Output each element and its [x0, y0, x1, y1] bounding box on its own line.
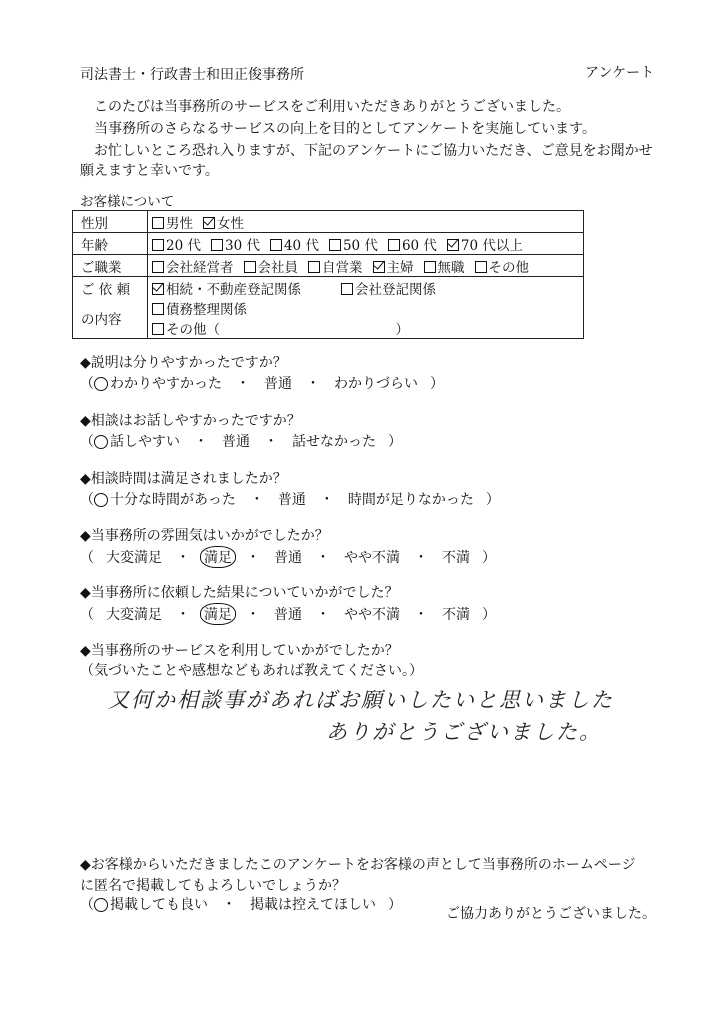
- separator: ・: [176, 607, 190, 623]
- answer-4: [80, 546, 496, 568]
- job-options: [148, 255, 584, 277]
- checkbox-option-label: 60 代: [401, 237, 437, 254]
- publish-question-line-1: ◆お客様からいただきましたこのアンケートをお客様の声として当事務所のホームページ: [80, 857, 636, 873]
- checkbox-icon[interactable]: [388, 239, 400, 251]
- answer-choice[interactable]: 普通: [264, 376, 292, 392]
- checkbox-option[interactable]: [447, 234, 523, 254]
- checkbox-option[interactable]: [270, 234, 319, 254]
- separator: ・: [236, 376, 250, 392]
- publish-answer: [80, 894, 402, 914]
- selected-answer[interactable]: 掲載しても良い: [110, 897, 208, 913]
- checkbox-option[interactable]: [152, 212, 193, 232]
- checkbox-option-label: その他（ ）: [166, 322, 409, 338]
- checkbox-checked-icon[interactable]: [203, 217, 215, 229]
- separator: ・: [249, 492, 264, 508]
- checkbox-option[interactable]: [211, 234, 260, 254]
- separator: ・: [194, 434, 208, 450]
- handwritten-comment-line-1: 又何か相談事があればお願いしたいと思いました: [108, 688, 614, 712]
- answer-5: [80, 603, 496, 625]
- checkbox-option-label: 70 代以上: [460, 237, 523, 254]
- checkbox-option[interactable]: [152, 278, 301, 298]
- customer-section-label: お客様について: [80, 194, 175, 210]
- checkbox-checked-icon[interactable]: [152, 283, 164, 295]
- checkbox-option[interactable]: [373, 256, 414, 276]
- selected-answer[interactable]: 話しやすい: [110, 434, 180, 450]
- age-options: [148, 233, 584, 255]
- checkbox-option-label: 会社員: [257, 259, 298, 276]
- selected-circle-icon: [94, 898, 108, 912]
- separator: ・: [316, 550, 330, 566]
- checkbox-icon[interactable]: [244, 261, 256, 273]
- checkbox-icon[interactable]: [329, 239, 341, 251]
- question-5: ◆当事務所に依頼した結果についていかがでした？: [80, 585, 399, 601]
- close-paren: ）: [482, 607, 496, 623]
- checkbox-option[interactable]: [308, 256, 363, 276]
- selected-circle-icon: [94, 493, 108, 507]
- answer-choice[interactable]: 不満: [442, 607, 470, 623]
- request-label-2: の内容: [73, 298, 148, 339]
- selected-circle-icon: [94, 377, 108, 391]
- checkbox-icon[interactable]: [152, 303, 164, 315]
- handwritten-comment-line-2: ありがとうございました。: [326, 720, 602, 744]
- answer-2: [80, 431, 402, 451]
- gender-options: [148, 211, 584, 233]
- checkbox-icon[interactable]: [341, 283, 353, 295]
- checkbox-checked-icon[interactable]: [373, 261, 385, 273]
- separator: ・: [319, 492, 334, 508]
- checkbox-option-label: 50 代: [342, 237, 378, 254]
- checkbox-icon[interactable]: [152, 323, 164, 335]
- checkbox-option-label: 男性: [166, 215, 193, 232]
- open-paren: （: [80, 376, 94, 392]
- separator: ・: [414, 607, 428, 623]
- checkbox-option-label: 相続・不動産登記関係: [166, 281, 301, 298]
- selected-answer[interactable]: 十分な時間があった: [110, 492, 236, 508]
- answer-choice[interactable]: 掲載は控えてほしい: [250, 897, 376, 913]
- separator: ・: [264, 434, 278, 450]
- answer-choice[interactable]: わかりづらい: [334, 376, 418, 392]
- close-paren: ）: [388, 897, 402, 913]
- document-type: アンケート: [585, 65, 655, 81]
- intro-line-3: お忙しいところ恐れ入りますが、下記のアンケートにご協力いただき、ご意見をお聞かせ: [80, 143, 653, 159]
- checkbox-option[interactable]: [152, 256, 234, 276]
- checkbox-option[interactable]: [152, 318, 409, 338]
- closing-thanks: ご協力ありがとうございました。: [446, 906, 656, 922]
- checkbox-option[interactable]: [424, 256, 465, 276]
- request-label-1: ご 依 頼: [73, 277, 148, 299]
- age-label: 年齢: [73, 233, 148, 255]
- answer-choice[interactable]: 不満: [442, 550, 470, 566]
- separator: ・: [246, 607, 260, 623]
- answer-choice[interactable]: 話せなかった: [292, 434, 376, 450]
- selected-circle-icon: [94, 435, 108, 449]
- checkbox-icon[interactable]: [152, 239, 164, 251]
- answer-choice[interactable]: 大変満足: [106, 607, 162, 623]
- checkbox-option[interactable]: [341, 278, 436, 298]
- office-name: 司法書士・行政書士和田正俊事務所: [80, 67, 304, 83]
- answer-choice[interactable]: 普通: [277, 492, 306, 508]
- feedback-instruction: （気づいたことや感想などもあれば教えてください。）: [80, 663, 423, 679]
- checkbox-option-label: 30 代: [224, 237, 260, 254]
- checkbox-option-label: 40 代: [283, 237, 319, 254]
- answer-1: [80, 373, 444, 393]
- intro-line-1: このたびは当事務所のサービスをご利用いただきありがとうございました。: [80, 99, 570, 115]
- answer-choice[interactable]: 普通: [274, 550, 302, 566]
- checkbox-option-label: 主婦: [386, 259, 414, 276]
- checkbox-option-label: その他: [488, 259, 529, 276]
- question-3: ◆相談時間は満足されましたか？: [80, 471, 287, 487]
- gender-label: 性別: [73, 211, 148, 233]
- job-label: ご職業: [73, 255, 148, 277]
- checkbox-option-label: 自営業: [322, 259, 363, 276]
- selected-answer[interactable]: わかりやすかった: [110, 376, 222, 392]
- customer-info-table: [72, 210, 584, 339]
- checkbox-option[interactable]: [203, 212, 244, 232]
- answer-choice[interactable]: やや不満: [344, 550, 400, 566]
- checkbox-option-label: 女性: [217, 215, 244, 232]
- checkbox-option-label: 会社登記関係: [355, 281, 436, 298]
- close-paren: ）: [485, 492, 500, 508]
- separator: ・: [414, 550, 428, 566]
- intro-line-2: 当事務所のさらなるサービスの向上を目的としてアンケートを実施しています。: [80, 121, 597, 137]
- checkbox-icon[interactable]: [270, 239, 282, 251]
- selected-answer[interactable]: 満足: [200, 603, 236, 625]
- feedback-question: ◆当事務所のサービスを利用していかがでしたか？: [80, 643, 399, 659]
- checkbox-option-label: 会社経営者: [166, 259, 234, 276]
- answer-choice[interactable]: 普通: [222, 434, 250, 450]
- intro-line-4: 願えますと幸いです。: [80, 163, 219, 179]
- close-paren: ）: [388, 434, 402, 450]
- open-paren: （: [80, 550, 94, 566]
- open-paren: （: [80, 607, 94, 623]
- request-options-row-2: [148, 298, 584, 339]
- checkbox-icon[interactable]: [211, 239, 223, 251]
- checkbox-option-label: 債務整理関係: [166, 302, 247, 318]
- open-paren: （: [80, 897, 94, 913]
- checkbox-option[interactable]: [388, 234, 437, 254]
- answer-choice[interactable]: 大変満足: [106, 550, 162, 566]
- checkbox-option[interactable]: [152, 234, 201, 254]
- checkbox-option[interactable]: [329, 234, 378, 254]
- checkbox-icon[interactable]: [424, 261, 436, 273]
- close-paren: ）: [482, 550, 496, 566]
- checkbox-icon[interactable]: [152, 261, 164, 273]
- request-options-row-1: [148, 277, 584, 299]
- open-paren: （: [80, 492, 94, 508]
- separator: ・: [246, 550, 260, 566]
- checkbox-icon[interactable]: [308, 261, 320, 273]
- checkbox-icon[interactable]: [475, 261, 487, 273]
- checkbox-option-label: 無職: [437, 259, 465, 276]
- answer-choice[interactable]: やや不満: [344, 607, 400, 623]
- open-paren: （: [80, 434, 94, 450]
- answer-choice[interactable]: 時間が足りなかった: [347, 492, 474, 508]
- checkbox-icon[interactable]: [152, 217, 164, 229]
- answer-choice[interactable]: 普通: [274, 607, 302, 623]
- answer-3: [80, 489, 500, 509]
- separator: ・: [316, 607, 330, 623]
- checkbox-option[interactable]: [475, 256, 530, 276]
- checkbox-option-label: 20 代: [166, 237, 201, 254]
- question-1: ◆説明は分りやすかったですか？: [80, 355, 287, 371]
- checkbox-checked-icon[interactable]: [447, 239, 459, 251]
- separator: ・: [176, 550, 190, 566]
- checkbox-option[interactable]: [152, 298, 247, 318]
- separator: ・: [222, 897, 236, 913]
- question-4: ◆当事務所の雰囲気はいかがでしたか？: [80, 528, 329, 544]
- selected-answer[interactable]: 満足: [200, 546, 236, 568]
- close-paren: ）: [430, 376, 444, 392]
- separator: ・: [306, 376, 320, 392]
- publish-question-line-2: に匿名で掲載してもよろしいでしょうか？: [80, 878, 346, 894]
- question-2: ◆相談はお話しやすかったですか？: [80, 413, 301, 429]
- checkbox-option[interactable]: [244, 256, 299, 276]
